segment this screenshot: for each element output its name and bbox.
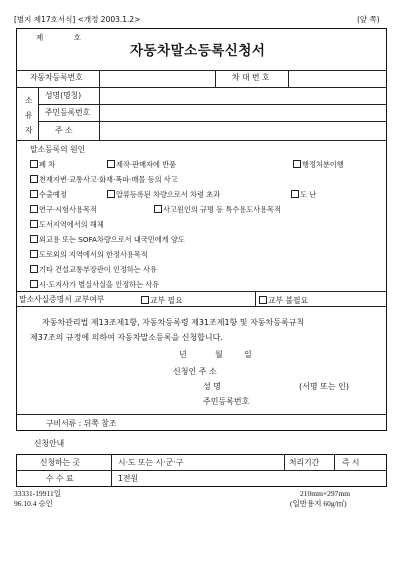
- approval-date: 96.10.4 승인: [14, 499, 53, 508]
- where-value: 시·도 또는 시·군·구: [118, 458, 184, 467]
- form-code: 33331-19911일: [14, 489, 61, 498]
- period-value: 즉 시: [342, 458, 360, 467]
- cert-needed-option[interactable]: 교부 필요: [141, 296, 183, 305]
- reason-admin[interactable]: 행정처분이행: [293, 160, 344, 168]
- checkbox[interactable]: [291, 190, 299, 198]
- chassis-label: 차 대 번 호: [232, 73, 270, 82]
- reason-special[interactable]: 사고원인의 규명 등 특수용도사용목적: [154, 205, 281, 213]
- checkbox[interactable]: [154, 205, 162, 213]
- date-month-label: 월: [215, 350, 223, 359]
- checkbox[interactable]: [30, 175, 38, 183]
- statement-line: 제37조의 규정에 의하여 자동차말소등록을 신청합니다.: [30, 333, 223, 342]
- cert-label: 말소사실증명서 교부여부: [19, 295, 105, 304]
- owner-address-field[interactable]: [101, 123, 383, 138]
- fee-label: 수 수 료: [46, 474, 74, 483]
- where-label: 신청하는 곳: [40, 458, 81, 467]
- reason-export[interactable]: 수출예정: [30, 190, 67, 198]
- statement-line: 자동차관리법 제13조제1항, 자동차등록령 제31조제1항 및 자동차등록규칙: [42, 318, 305, 327]
- reason-minister[interactable]: 기타 건설교통부장관이 인정하는 사유: [30, 265, 157, 273]
- chassis-field[interactable]: [290, 72, 384, 85]
- cert-not-needed-option[interactable]: 교부 불필요: [259, 296, 308, 305]
- reason-island[interactable]: 도서지역에서의 해체: [30, 220, 104, 228]
- reasons-title: 말소등록의 원인: [30, 145, 86, 154]
- period-label: 처리기간: [289, 458, 320, 467]
- reason-theft[interactable]: 도 난: [291, 190, 316, 198]
- form-number-header: [별지 제17호서식] <개정 2003.1.2>: [14, 15, 141, 24]
- reg-no-label: 자동차등록번호: [30, 73, 83, 82]
- reason-research[interactable]: 연구·시험사용목적: [30, 205, 97, 213]
- reason-scrap[interactable]: 폐 차: [30, 160, 55, 168]
- address-label: 주 소: [55, 126, 73, 135]
- page-side-label: (앞 쪽): [357, 15, 380, 24]
- guide-title: 신청안내: [34, 439, 65, 448]
- owner-char: 소: [25, 96, 33, 105]
- required-docs-label: 구비서류 : 뒤쪽 참조: [46, 419, 117, 428]
- reason-seized[interactable]: 압류등록된 차량으로서 차령 초과: [107, 190, 220, 198]
- sign-or-seal-label: (서명 또는 인): [299, 382, 349, 391]
- applicant-name-label: 성 명: [203, 382, 221, 391]
- form-title: 자동차말소등록신청서: [130, 43, 266, 59]
- reason-diplomatic[interactable]: 외교용 또는 SOFA차량으로서 내국민에게 양도: [30, 235, 185, 243]
- applicant-id-label: 주민등록번호: [203, 397, 250, 406]
- checkbox[interactable]: [30, 265, 38, 273]
- reg-no-field[interactable]: [101, 72, 213, 85]
- date-day-label: 일: [244, 350, 252, 359]
- paper-type: (일반용지 60g/㎡): [290, 499, 347, 508]
- owner-char: 자: [25, 126, 33, 135]
- checkbox[interactable]: [293, 160, 301, 168]
- applicant-address-label: 신청인 주 소: [173, 367, 217, 376]
- checkbox[interactable]: [141, 296, 149, 304]
- paper-size: 210mm×297mm: [300, 489, 351, 498]
- owner-char: 유: [25, 111, 33, 120]
- resident-no-label: 주민등록번호: [45, 108, 91, 117]
- checkbox[interactable]: [30, 160, 38, 168]
- checkbox[interactable]: [30, 250, 38, 258]
- checkbox[interactable]: [107, 190, 115, 198]
- owner-resident-no-field[interactable]: [101, 106, 383, 119]
- reason-offroad[interactable]: 도로외의 지역에서의 한정사용목적: [30, 250, 148, 258]
- owner-name-field[interactable]: [101, 89, 383, 102]
- date-year-label: 년: [179, 350, 187, 359]
- receipt-number-label: 제 호: [36, 33, 95, 42]
- checkbox[interactable]: [30, 220, 38, 228]
- checkbox[interactable]: [30, 205, 38, 213]
- checkbox[interactable]: [30, 280, 38, 288]
- checkbox[interactable]: [107, 160, 115, 168]
- checkbox[interactable]: [30, 235, 38, 243]
- reason-governor[interactable]: 시·도지사가 별실사실을 인정하는 사유: [30, 280, 159, 288]
- reason-accident[interactable]: 천재지변·교통사고·화재·폭파·매몰 등의 사고: [30, 175, 178, 183]
- checkbox[interactable]: [259, 296, 267, 304]
- checkbox[interactable]: [30, 190, 38, 198]
- divider: [17, 70, 386, 71]
- name-label: 성명(명칭): [45, 91, 82, 100]
- reason-return[interactable]: 제작·판매자에 반품: [107, 160, 176, 168]
- fee-value: 1전원: [118, 474, 139, 483]
